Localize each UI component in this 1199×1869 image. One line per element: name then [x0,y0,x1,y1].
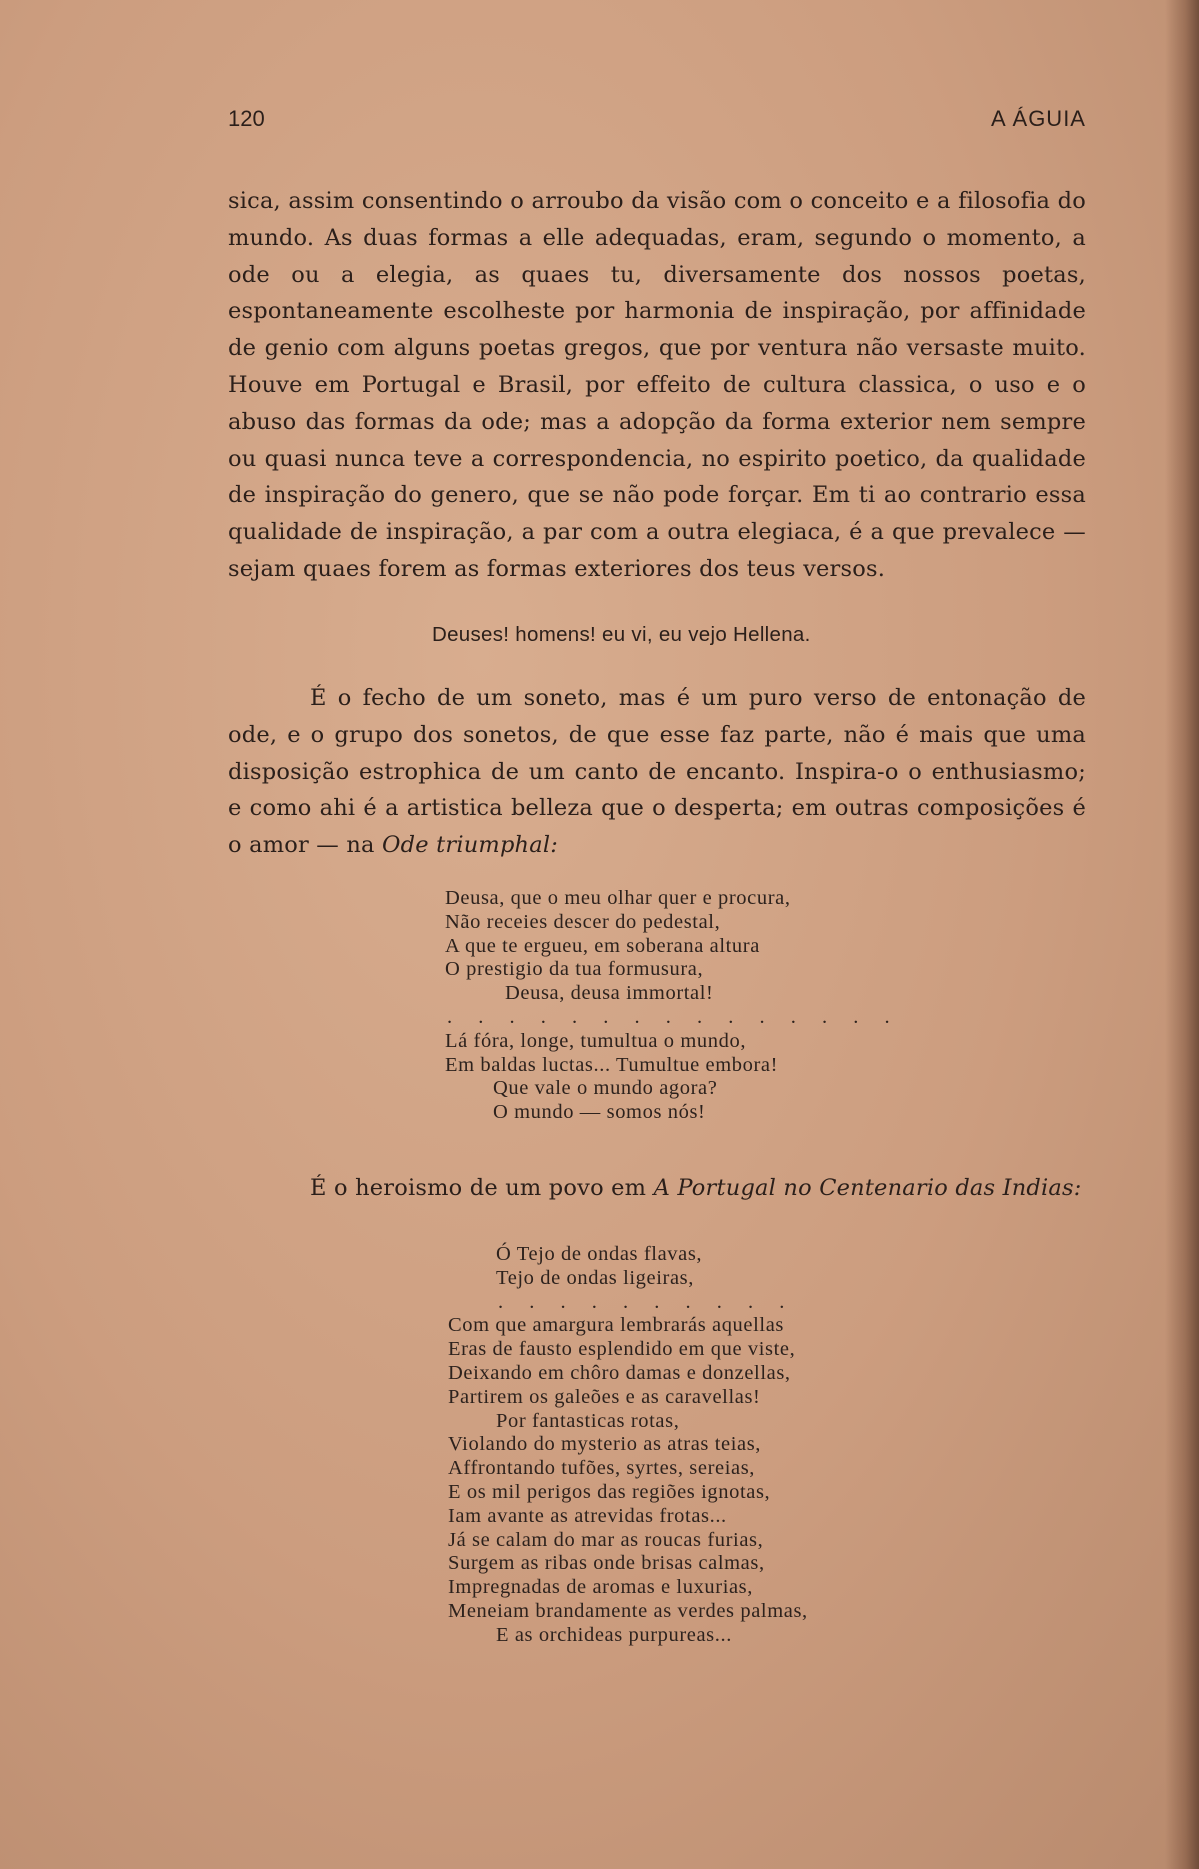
verse-line: Partirem os galeões e as caravellas! [448,1385,761,1408]
page-number: 120 [228,106,265,131]
verse-line: Com que amargura lembrarás aquellas [448,1314,784,1337]
ellipsis-line: . . . . . . . . . . [498,1290,795,1313]
verse-line: Já se calam do mar as roucas furias, [448,1528,764,1551]
page-edge-shadow [1165,0,1199,1869]
verse-line: Affrontando tufões, syrtes, sereias, [448,1457,756,1480]
verse-line: Por fantasticas rotas, [496,1409,680,1432]
verse-line: Deixando em chôro damas e donzellas, [448,1361,791,1384]
verse-line: Deusa, deusa immortal! [505,982,714,1005]
verse-line: Não receies descer do pedestal, [445,910,721,933]
verse-line: Surgem as ribas onde brisas calmas, [448,1552,765,1575]
verse-line: Deusa, que o meu olhar quer e procura, [445,887,791,909]
verse-line: E as orchideas purpureas... [496,1623,732,1646]
verse-line: Impregnadas de aromas e luxurias, [448,1576,753,1599]
paragraph-3 [228,1170,1086,1207]
verse-line: Tejo de ondas ligeiras, [496,1266,694,1289]
verse-line: Violando do mysterio as atras teias, [448,1433,761,1456]
page-header [228,106,1086,136]
verse-line: O prestigio da tua formusura, [445,958,704,981]
paragraph-2 [228,680,1086,864]
poem-title-ode-triumphal: Ode triumphal: [382,832,559,859]
paragraph-3-text: É o heroismo de um povo em [310,1175,654,1201]
poem-title-centenario: A Portugal no Centenario das Indias: [653,1175,1082,1201]
poem-ode-triumphal [445,887,900,1125]
verse-line: E os mil perigos das regiões ignotas, [448,1480,771,1503]
ellipsis-line: . . . . . . . . . . . . . . . [447,1005,901,1028]
verse-line: Em baldas luctas... Tumultue embora! [445,1053,779,1076]
verse-line: A que te ergueu, em soberana altura [445,934,760,957]
verse-line: O mundo — somos nós! [493,1101,706,1124]
poem-centenario-das-indias [448,1243,808,1648]
verse-line: Que vale o mundo agora? [493,1077,718,1100]
running-head: A ÁGUIA [990,106,1086,131]
verse-line: Lá fóra, longe, tumultua o mundo, [445,1029,747,1052]
verse-line: Ó Tejo de ondas flavas, [496,1243,703,1265]
paragraph-2-text: É o fecho de um soneto, mas é um puro verso de entonação de ode, e o grupo dos sonetos, de que esse faz parte, não é mais que uma disposição estrophica de um canto de encanto. Inspira-o o enthusiasmo; e como ahi é a artistica belleza que o desperta; em outras composições é o amor — na [228,685,1086,859]
verse-line: Eras de fausto esplendido em que viste, [448,1338,796,1361]
paragraph-1: sica, assim consentindo o arroubo da visão com o conceito e a filosofia do mundo. As duas formas a elle adequadas, eram, segundo o momento, a ode ou a elegia, as quaes tu, diversamente dos nossos poetas, espontaneamente escolheste por harmonia de inspiração, por affinidade de genio com alguns poetas gregos, que por ventura não versaste muito. Houve em Portugal e Brasil, por effeito de cultura classica, o uso e o abuso das formas da ode; mas a adopção da forma exterior nem sempre ou quasi nunca teve a correspondencia, no espirito poetico, da qualidade de inspiração do genero, que se não pode forçar. Em ti ao contrario essa qualidade de inspiração, a par com a outra elegiaca, é a que prevalece — sejam quaes forem as formas exteriores dos teus versos. [228,188,1086,582]
quoted-verse: Deuses! homens! eu vi, eu vejo Hellena. [432,623,811,646]
verse-line: Iam avante as atrevidas frotas... [448,1504,727,1527]
verse-line: Meneiam brandamente as verdes palmas, [448,1599,808,1622]
